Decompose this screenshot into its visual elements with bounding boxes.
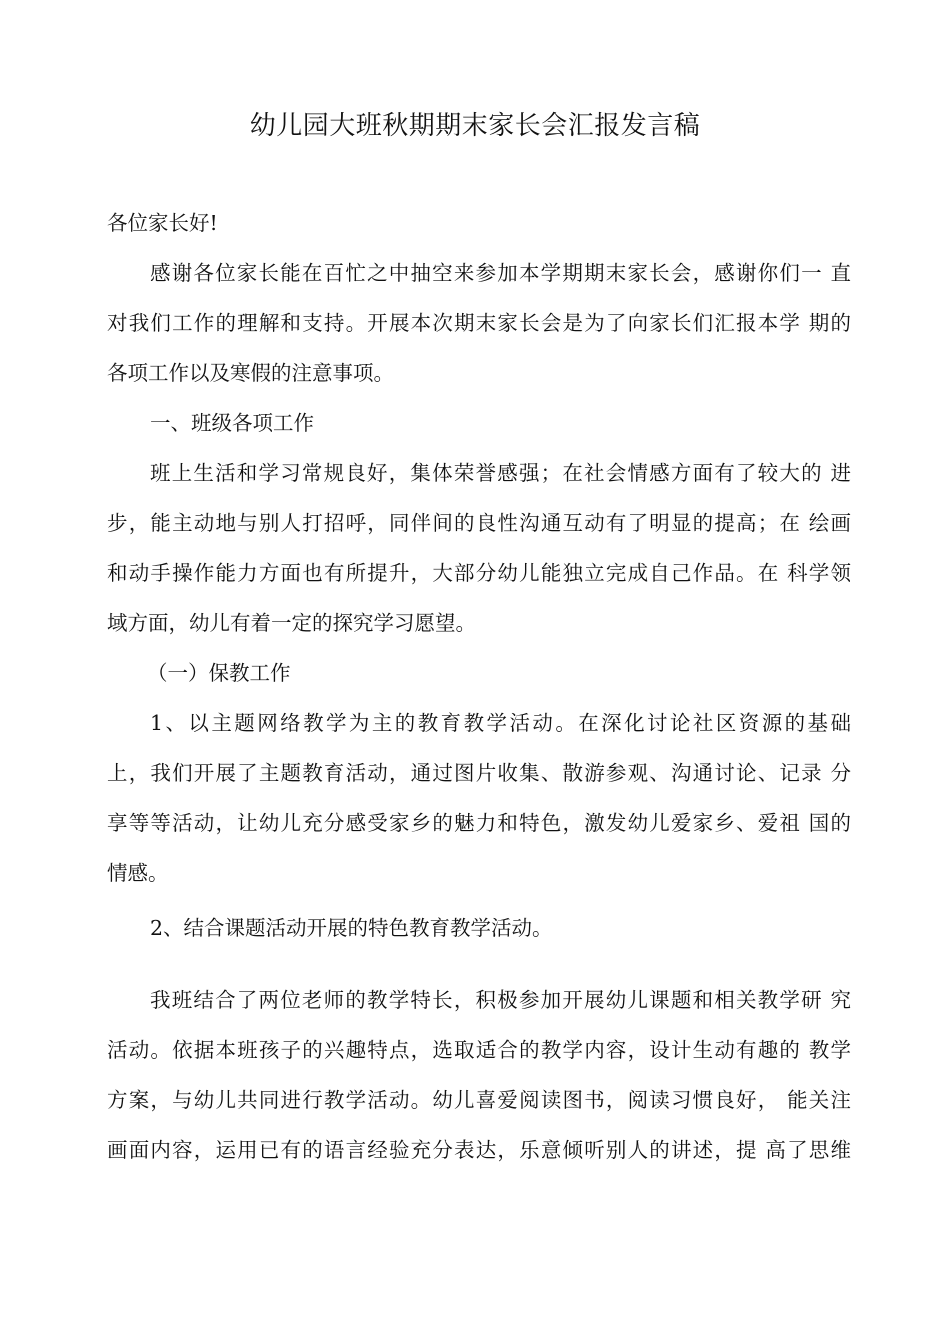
- paragraph-3-line-3: 享等等活动，让幼儿充分感受家乡的魅力和特色，激发幼儿爱家乡、爱祖 国的: [107, 811, 851, 835]
- paragraph-4: 2、结合课题活动开展的特色教育教学活动。: [150, 916, 553, 940]
- paragraph-2-line-4: 域方面，幼儿有着一定的探究学习愿望。: [107, 611, 476, 635]
- subsection-1-heading: （一）保教工作: [147, 661, 291, 685]
- greeting: 各位家长好!: [107, 211, 218, 235]
- paragraph-5-line-3: 方案，与幼儿共同进行教学活动。幼儿喜爱阅读图书，阅读习惯良好， 能关注: [107, 1088, 851, 1112]
- document-title: 幼儿园大班秋期期末家长会汇报发言稿: [249, 111, 701, 141]
- paragraph-2-line-3: 和动手操作能力方面也有所提升，大部分幼儿能独立完成自己作品。在 科学领: [107, 561, 851, 585]
- paragraph-5-line-2: 活动。依据本班孩子的兴趣特点，选取适合的教学内容，设计生动有趣的 教学: [107, 1038, 851, 1062]
- paragraph-3-line-4: 情感。: [107, 861, 169, 885]
- paragraph-5-line-1: 我班结合了两位老师的教学特长，积极参加开展幼儿课题和相关教学研 究: [150, 988, 851, 1012]
- paragraph-3-line-1: 1、以主题网络教学为主的教育教学活动。在深化讨论社区资源的基础: [150, 711, 851, 735]
- paragraph-1-line-1: 感谢各位家长能在百忙之中抽空来参加本学期期末家长会，感谢你们一 直: [150, 261, 851, 285]
- paragraph-1-line-2: 对我们工作的理解和支持。开展本次期末家长会是为了向家长们汇报本学 期的: [107, 311, 851, 335]
- paragraph-3-line-2: 上，我们开展了主题教育活动，通过图片收集、散游参观、沟通讨论、记录 分: [107, 761, 851, 785]
- paragraph-2-line-1: 班上生活和学习常规良好，集体荣誉感强；在社会情感方面有了较大的 进: [150, 461, 851, 485]
- paragraph-2-line-2: 步，能主动地与别人打招呼，同伴间的良性沟通互动有了明显的提高；在 绘画: [107, 511, 851, 535]
- section-1-heading: 一、班级各项工作: [150, 411, 314, 435]
- paragraph-5-line-4: 画面内容，运用已有的语言经验充分表达，乐意倾听别人的讲述，提 高了思维: [107, 1138, 851, 1162]
- paragraph-1-line-3: 各项工作以及寒假的注意事项。: [107, 361, 394, 385]
